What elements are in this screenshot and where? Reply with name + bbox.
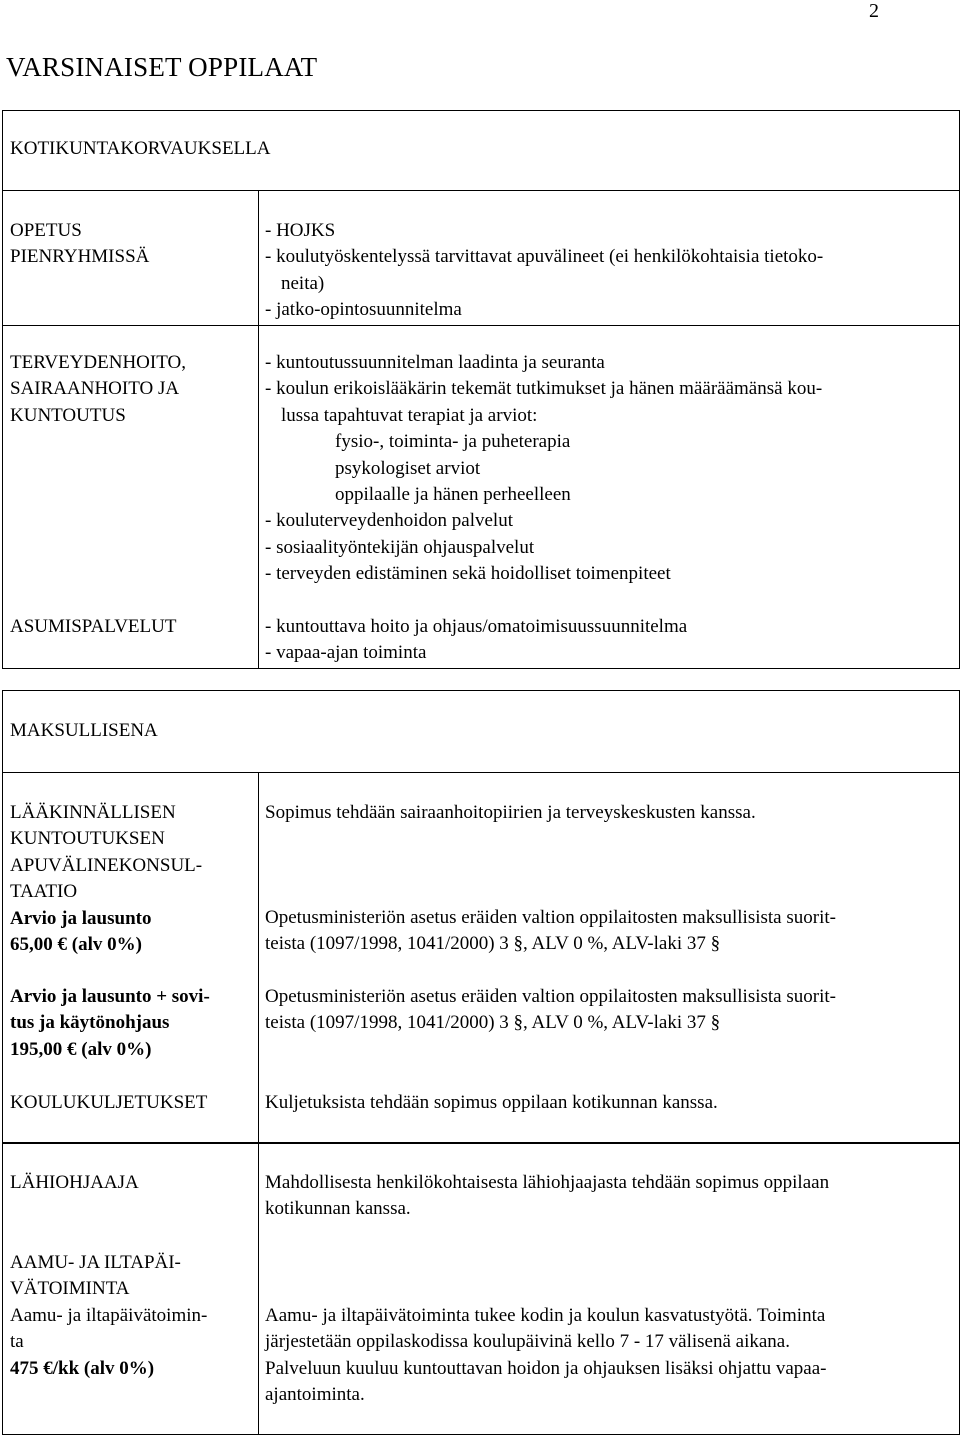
- section-header-kotikuntakorvaus: KOTIKUNTAKORVAUKSELLA: [10, 138, 271, 159]
- divider: [2, 325, 960, 326]
- price-assessment-guidance: Arvio ja lausunto + sovi- tus ja käytönohjaus 195,00 € (alv 0%): [10, 986, 210, 1060]
- row-label-asumispalvelut: ASUMISPALVELUT: [10, 616, 177, 637]
- transport-text: Kuljetuksista tehdään sopimus oppilaan kotikunnan kanssa.: [265, 1092, 718, 1113]
- price-assessment: Arvio ja lausunto: [10, 907, 152, 929]
- row-content-terveydenhoito: - kuntoutussuunnitelman laadinta ja seuranta - koulun erikoislääkärin tekemät tutkimukset ja hänen määräämänsä kou- lussa tapahtuvat terapiat ja arviot: fysio-, toiminta- ja puheterapia psykologiset arviot oppilaalle ja hänen perheelleen - kouluterveydenhoidon palvelut - sosiaalityöntekijän ohjauspalvelut - terveyden edistäminen sekä hoidolliset toimenpiteet: [265, 352, 823, 585]
- row-label-terveydenhoito: TERVEYDENHOITO, SAIRAANHOITO JA KUNTOUTUS: [10, 352, 186, 426]
- price-activity: 475 €/kk (alv 0%): [10, 1357, 155, 1379]
- consultation-label: LÄÄKINNÄLLISEN KUNTOUTUKSEN APUVÄLINEKONSUL- TAATIO Arvio ja lausunto 65,00 € (alv 0%): [10, 802, 203, 955]
- column-divider: [258, 772, 259, 1143]
- column-divider: [258, 190, 259, 669]
- decree-text-2: Opetusministeriön asetus eräiden valtion oppilaitosten maksullisista suorit- teista (1097/1998, 1041/2000) 3 §, ALV 0 %, ALV-laki 37 §: [265, 986, 836, 1034]
- decree-text-1: Opetusministeriön asetus eräiden valtion oppilaitosten maksullisista suorit- teista (1097/1998, 1041/2000) 3 §, ALV 0 %, ALV-laki 37 §: [265, 907, 836, 955]
- page-number: 2: [869, 0, 879, 22]
- divider: [2, 190, 960, 191]
- activity-label: AAMU- JA ILTAPÄI- VÄTOIMINTA Aamu- ja iltapäivätoimin- ta 475 €/kk (alv 0%): [10, 1250, 207, 1382]
- assistant-text: Mahdollisesta henkilökohtaisesta lähiohjaajasta tehdään sopimus oppilaan kotikunnan kanssa.: [265, 1172, 830, 1220]
- assistant-label: LÄHIOHJAAJA: [10, 1172, 139, 1193]
- row-content-opetus: - HOJKS - koulutyöskentelyssä tarvittavat apuvälineet (ei henkilökohtaisia tietoko- neita) - jatko-opintosuunnitelma: [265, 220, 824, 321]
- consultation-agreement-text: Sopimus tehdään sairaanhoitopiirien ja terveyskeskusten kanssa.: [265, 802, 756, 823]
- column-divider: [258, 1143, 259, 1435]
- section-header-maksullisena: MAKSULLISENA: [10, 720, 158, 741]
- activity-text: Aamu- ja iltapäivätoiminta tukee kodin ja koulun kasvatustyötä. Toiminta järjestetään oppilaskodissa koulupäivinä kello 7 - 17 välisenä aikana. Palveluun kuuluu kuntouttavan hoidon ja ohjauksen lisäksi ohjattu vapaa- ajantoiminta.: [265, 1305, 827, 1406]
- divider: [2, 772, 960, 773]
- transport-label: KOULUKULJETUKSET: [10, 1092, 208, 1113]
- row-content-asumispalvelut: - kuntouttava hoito ja ohjaus/omatoimisuussuunnitelma - vapaa-ajan toiminta: [265, 616, 688, 664]
- document-title: VARSINAISET OPPILAAT: [6, 52, 318, 82]
- row-label-opetus: OPETUS PIENRYHMISSÄ: [10, 220, 150, 268]
